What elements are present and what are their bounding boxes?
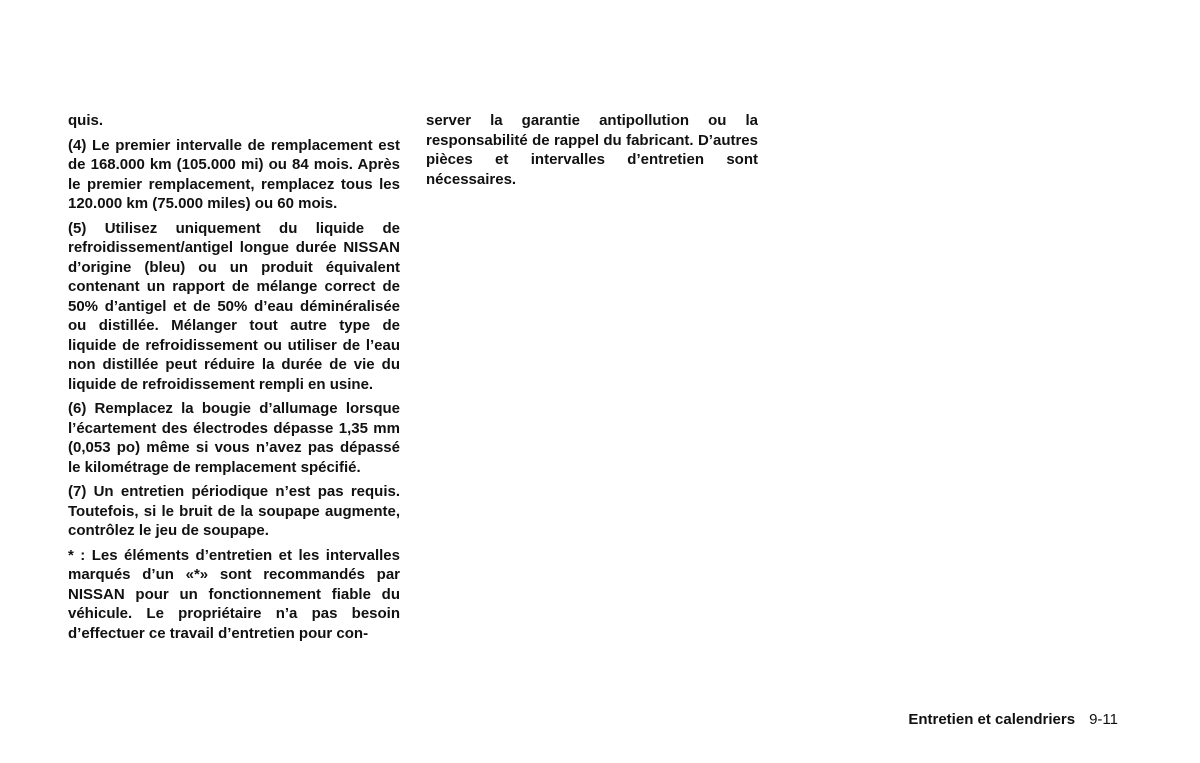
paragraph-note-5: (5) Utilisez uniquement du liquide de refroidissement/antigel longue durée NISSAN d’origine (bleu) ou un produit équivalent contenant un rapport de mélange correct de 50% d’antigel et de 50% d’eau déminéralisée ou distillée. Mélanger tout autre type de liquide de refroidissement ou utiliser de l’eau non distillée peut réduire la durée de vie du liquide de refroidissement rempli en usine. [68, 219, 400, 393]
paragraph-note-6: (6) Remplacez la bougie d’allumage lorsque l’écartement des électrodes dépasse 1,35 mm (0,053 po) même si vous n’avez pas dépassé le kilométrage de remplacement spécifié. [68, 400, 400, 476]
left-column [68, 111, 400, 648]
page-footer [860, 711, 1118, 728]
page-number: 9-11 [1089, 711, 1118, 728]
paragraph-continuation-right: server la garantie antipollution ou la responsabilité de rappel du fabricant. D’autres pièces et intervalles d’entretien sont nécessaires. [426, 112, 758, 188]
footer-section-title: Entretien et calendriers [908, 711, 1076, 728]
paragraph-note-4: (4) Le premier intervalle de remplacement est de 168.000 km (105.000 mi) ou 84 mois. Après le premier remplacement, remplacez tous les 120.000 km (75.000 miles) ou 60 mois. [68, 136, 400, 212]
right-column [426, 111, 758, 194]
paragraph-note-asterisk: * : Les éléments d’entretien et les intervalles marqués d’un «*» sont recommandés par NISSAN pour un fonctionnement fiable du véhicule. Le propriétaire n’a pas besoin d’effectuer ce travail d’entretien pour con- [68, 546, 400, 642]
paragraph-note-7: (7) Un entretien périodique n’est pas requis. Toutefois, si le bruit de la soupape augmente, contrôlez le jeu de soupape. [68, 483, 400, 539]
paragraph-continuation: quis. [68, 112, 104, 129]
